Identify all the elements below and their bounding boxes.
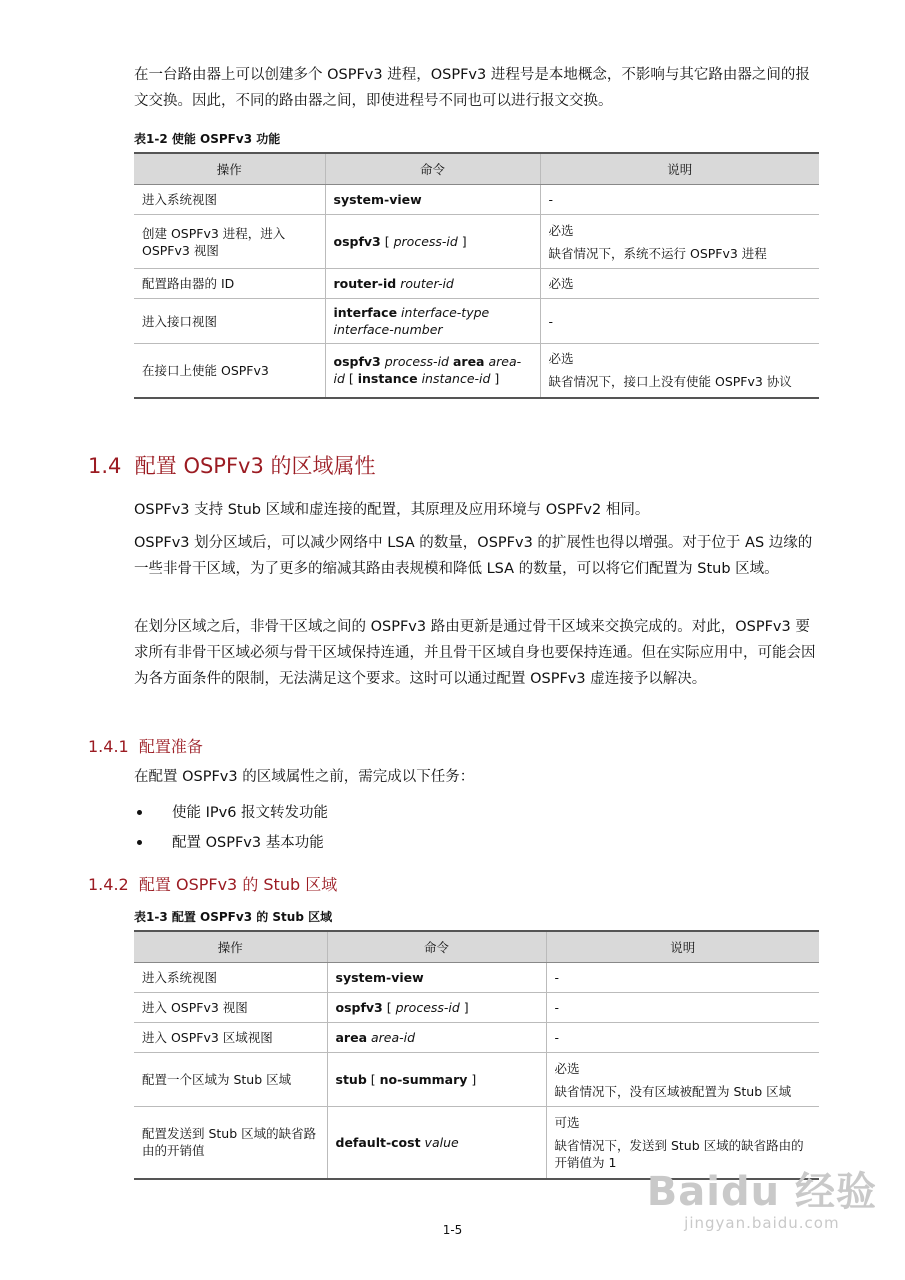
intro-paragraph: 在一台路由器上可以创建多个 OSPFv3 进程，OSPFv3 进程号是本地概念，不影响与其它路由器之间的报文交换。因此，不同的路由器之间，即使进程号不同也可以进行报文交换。 [134, 67, 810, 109]
table2-caption: 表1-3 配置 OSPFv3 的 Stub 区域 [134, 910, 333, 924]
description-requirement: - [554, 1000, 560, 1015]
command-argument: instance-id [421, 371, 491, 387]
command-keyword: ospfv3 [333, 354, 381, 370]
command-cell [327, 963, 546, 993]
table-row [134, 344, 819, 398]
command-keyword: instance [357, 371, 418, 387]
command-argument: process-id [395, 1000, 460, 1015]
table1-header-row [134, 153, 819, 185]
operation-cell: 配置路由器的 ID [134, 269, 325, 299]
watermark [647, 1170, 877, 1232]
command-argument: interface-type interface-number [333, 305, 490, 337]
command-argument: process-id [393, 234, 458, 249]
command-cell [325, 215, 540, 269]
section-paragraph-2: OSPFv3 划分区域后，可以减少网络中 LSA 的数量，OSPFv3 的扩展性也得以增强。对于位于 AS 边缘的一些非骨干区域，为了更多的缩减其路由表规模和降低 LSA 的数量，可以将它们配置为 Stub 区域。 [134, 535, 813, 577]
command-text: ] [457, 234, 467, 249]
table-row [134, 993, 819, 1023]
table2-header-op: 操作 [134, 931, 327, 963]
command-text: ] [467, 1072, 477, 1087]
description-cell [546, 963, 819, 993]
description-requirement: - [554, 1030, 560, 1045]
section-heading [88, 450, 376, 480]
subsection-1-number: 1.4.1 [88, 737, 129, 756]
subsection-2-number: 1.4.2 [88, 875, 129, 894]
table1-header-desc: 说明 [540, 153, 819, 185]
table1-body [134, 185, 819, 398]
section-paragraph-1: OSPFv3 支持 Stub 区域和虚连接的配置，其原理及应用环境与 OSPFv2 相同。 [134, 502, 650, 518]
prerequisite-list [134, 798, 328, 858]
table-row [134, 299, 819, 344]
description-requirement: - [554, 970, 560, 985]
subsection-2-heading [88, 872, 337, 895]
command-keyword: ospfv3 [333, 234, 381, 249]
table-row [134, 215, 819, 269]
table2-header-row [134, 931, 819, 963]
description-requirement: - [548, 313, 554, 329]
page-number: 1-5 [442, 1223, 463, 1237]
command-text: ] [490, 371, 500, 387]
command-keyword: interface [333, 305, 398, 320]
command-text: [ [366, 1072, 380, 1087]
command-keyword: default-cost [335, 1134, 421, 1150]
operation-cell: 进入接口视图 [134, 299, 325, 344]
description-cell [546, 1107, 819, 1179]
operation-cell: 配置一个区域为 Stub 区域 [134, 1053, 327, 1107]
command-argument: router-id [400, 276, 454, 291]
command-text: ] [459, 1000, 469, 1015]
table-row [134, 1023, 819, 1053]
description-default: 缺省情况下，没有区域被配置为 Stub 区域 [554, 1083, 792, 1099]
table1-header-cmd: 命令 [325, 153, 540, 185]
table-row [134, 185, 819, 215]
table2-header-desc: 说明 [546, 931, 819, 963]
description-default: 缺省情况下，接口上没有使能 OSPFv3 协议 [548, 374, 792, 390]
table-row [134, 963, 819, 993]
operation-cell: 创建 OSPFv3 进程，进入 OSPFv3 视图 [134, 215, 325, 269]
command-text: [ [382, 1000, 396, 1015]
watermark-url: jingyan.baidu.com [684, 1214, 840, 1232]
description-cell [546, 1023, 819, 1053]
description-requirement: 必选 [548, 222, 574, 238]
command-keyword: area [452, 354, 485, 370]
command-keyword: system-view [333, 192, 422, 207]
operation-cell: 进入 OSPFv3 区域视图 [134, 1023, 327, 1053]
command-cell [325, 269, 540, 299]
table2-body [134, 963, 819, 1179]
operation-cell: 进入系统视图 [134, 185, 325, 215]
command-cell [325, 185, 540, 215]
command-text: [ [344, 371, 358, 387]
subsection-1-title: 配置准备 [138, 737, 203, 756]
section-paragraph-3: 在划分区域之后，非骨干区域之间的 OSPFv3 路由更新是通过骨干区域来交换完成的。对此，OSPFv3 要求所有非骨干区域必须与骨干区域保持连通，并且骨干区域自身也要保持连通。但在实际应用中，可能会因为各方面条件的限制，无法满足这个要求。这时可以通过配置 OSPFv3 虚连接予以解决。 [134, 619, 816, 687]
description-requirement: 必选 [548, 276, 574, 291]
command-cell [325, 344, 540, 398]
operation-cell: 进入 OSPFv3 视图 [134, 993, 327, 1023]
table1 [134, 152, 819, 399]
description-cell [546, 993, 819, 1023]
command-argument: process-id [384, 354, 449, 370]
command-cell [327, 993, 546, 1023]
description-requirement: - [548, 192, 554, 207]
command-argument: value [424, 1134, 459, 1150]
command-keyword: no-summary [379, 1072, 468, 1087]
description-requirement: 必选 [548, 351, 574, 367]
list-item: 使能 IPv6 报文转发功能 [134, 798, 328, 828]
table-row [134, 1053, 819, 1107]
description-cell [540, 299, 819, 344]
description-default: 缺省情况下，系统不运行 OSPFv3 进程 [548, 245, 767, 261]
operation-cell: 配置发送到 Stub 区域的缺省路由的开销值 [134, 1107, 327, 1179]
description-requirement: 可选 [554, 1114, 580, 1130]
operation-cell: 进入系统视图 [134, 963, 327, 993]
command-cell [325, 299, 540, 344]
description-cell [540, 215, 819, 269]
command-cell [327, 1023, 546, 1053]
subsection-1-text: 在配置 OSPFv3 的区域属性之前，需完成以下任务： [134, 769, 475, 785]
description-cell [540, 185, 819, 215]
table1-caption: 表1-2 使能 OSPFv3 功能 [134, 132, 281, 146]
command-cell [327, 1053, 546, 1107]
command-keyword: ospfv3 [335, 1000, 383, 1015]
table2-header-cmd: 命令 [327, 931, 546, 963]
description-cell [540, 344, 819, 398]
command-cell [327, 1107, 546, 1179]
description-cell [540, 269, 819, 299]
command-keyword: area [335, 1030, 368, 1045]
operation-cell: 在接口上使能 OSPFv3 [134, 344, 325, 398]
command-argument: area-id [333, 354, 522, 387]
description-requirement: 必选 [554, 1060, 580, 1076]
table-row [134, 269, 819, 299]
command-keyword: system-view [335, 970, 424, 985]
command-keyword: router-id [333, 276, 397, 291]
command-argument: area-id [371, 1030, 416, 1045]
section-number: 1.4 [88, 454, 122, 478]
command-keyword: stub [335, 1072, 367, 1087]
watermark-logo: Baidu 经验 [646, 1169, 877, 1215]
subsection-2-title: 配置 OSPFv3 的 Stub 区域 [138, 875, 338, 894]
section-title: 配置 OSPFv3 的区域属性 [134, 454, 376, 478]
subsection-1-heading [88, 734, 203, 757]
description-default: 缺省情况下，发送到 Stub 区域的缺省路由的开销值为 1 [554, 1137, 804, 1170]
list-item: 配置 OSPFv3 基本功能 [134, 828, 328, 858]
table2 [134, 930, 819, 1180]
description-cell [546, 1053, 819, 1107]
table-row [134, 1107, 819, 1179]
table1-header-op: 操作 [134, 153, 325, 185]
command-text: [ [380, 234, 394, 249]
